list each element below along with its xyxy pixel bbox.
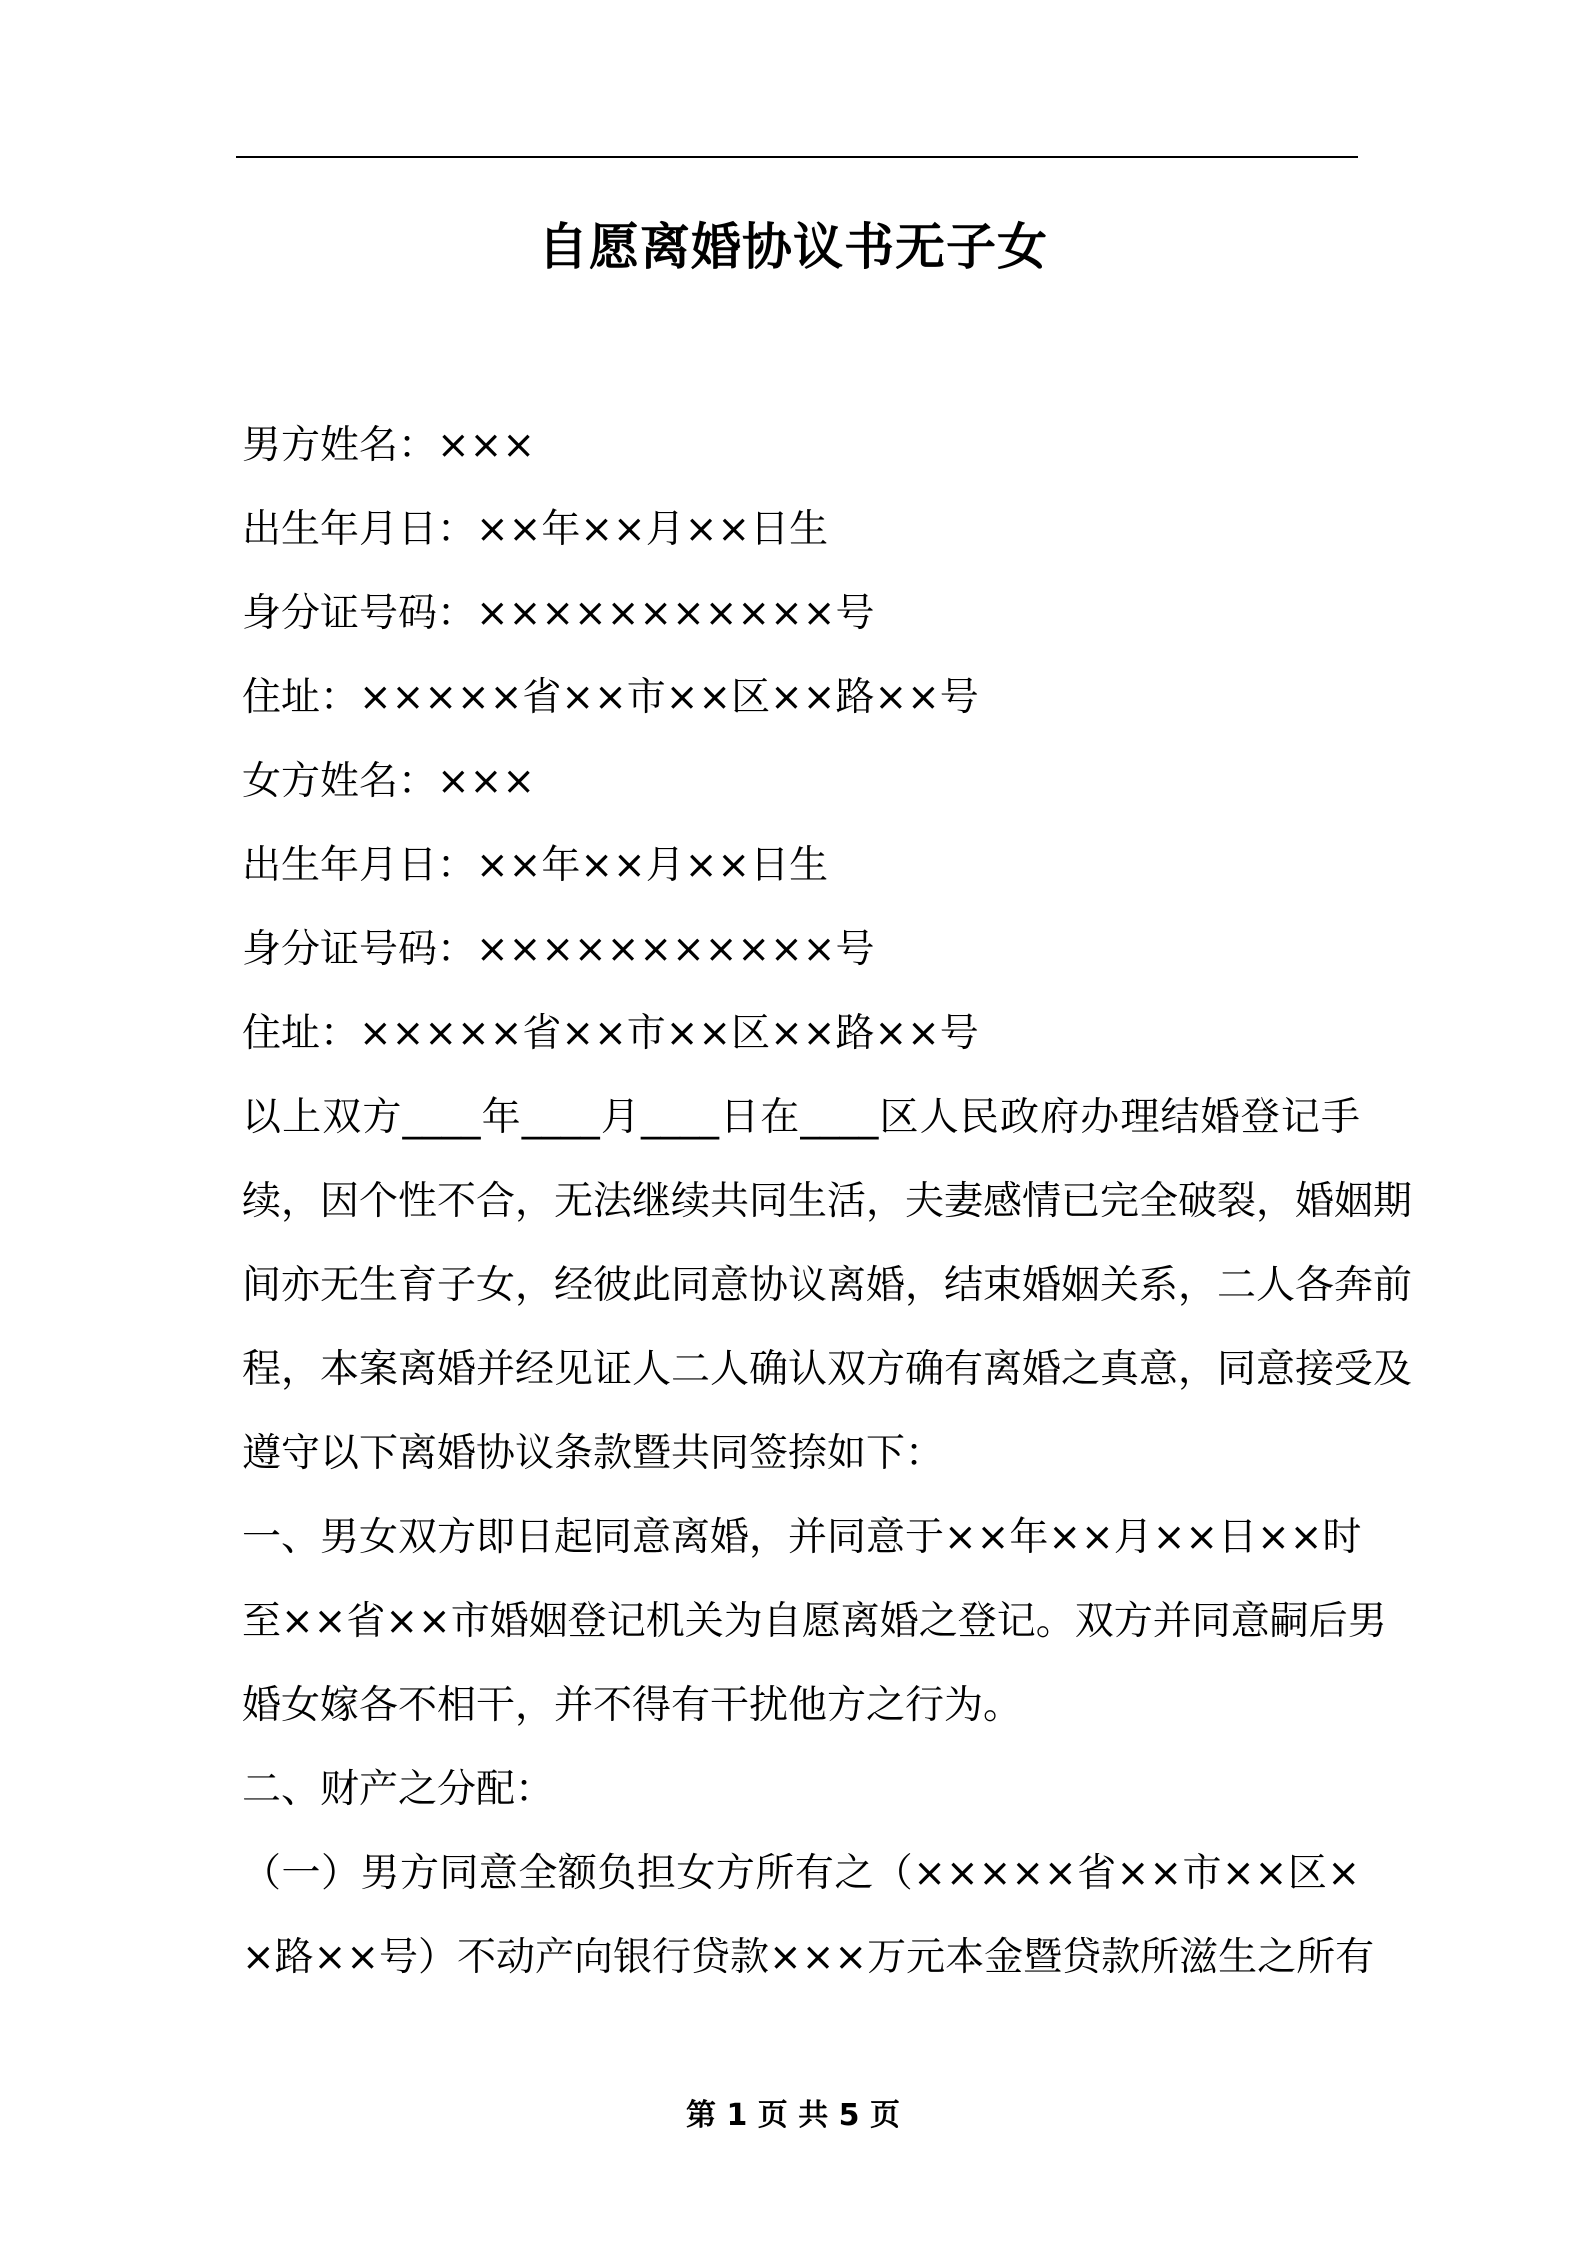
line-female-id: 身分证号码：×××××××××××号 — [242, 927, 875, 972]
page-number-footer: 第 1 页 共 5 页 — [686, 2098, 900, 2133]
clause-two-heading: 二、财产之分配： — [242, 1767, 555, 1812]
document-title: 自愿离婚协议书无子女 — [538, 218, 1048, 276]
document-body — [242, 404, 1413, 2000]
line-female-address: 住址：×××××省××市××区××路××号 — [242, 1011, 979, 1056]
line-female-name: 女方姓名：××× — [242, 759, 536, 804]
line-male-address: 住址：×××××省××市××区××路××号 — [242, 675, 979, 720]
paragraph-line: 遵守以下离婚协议条款暨共同签捺如下： — [242, 1431, 945, 1476]
paragraph-line: 以上双方____年____月____日在____区人民政府办理结婚登记手 — [242, 1095, 1360, 1140]
paragraph-line: 间亦无生育子女，经彼此同意协议离婚，结束婚姻关系，二人各奔前 — [242, 1263, 1413, 1308]
paragraph-line: 程，本案离婚并经见证人二人确认双方确有离婚之真意，同意接受及 — [242, 1347, 1413, 1392]
line-male-id: 身分证号码：×××××××××××号 — [242, 591, 875, 636]
clause-one-line: 一、男女双方即日起同意离婚，并同意于××年××月××日××时 — [242, 1515, 1362, 1560]
line-female-birthdate: 出生年月日：××年××月××日生 — [242, 843, 829, 888]
clause-two-item-line: ×路××号）不动产向银行贷款×××万元本金暨贷款所滋生之所有 — [242, 1935, 1375, 1980]
header-rule — [236, 156, 1358, 158]
line-male-name: 男方姓名：××× — [242, 423, 536, 468]
line-male-birthdate: 出生年月日：××年××月××日生 — [242, 507, 829, 552]
clause-two-item-line: （一）男方同意全额负担女方所有之（×××××省××市××区× — [242, 1851, 1360, 1896]
clause-one-line: 婚女嫁各不相干，并不得有干扰他方之行为。 — [242, 1683, 1023, 1728]
paragraph-line: 续，因个性不合，无法继续共同生活，夫妻感情已完全破裂，婚姻期 — [242, 1179, 1413, 1224]
clause-one-line: 至××省××市婚姻登记机关为自愿离婚之登记。双方并同意嗣后男 — [242, 1599, 1387, 1644]
